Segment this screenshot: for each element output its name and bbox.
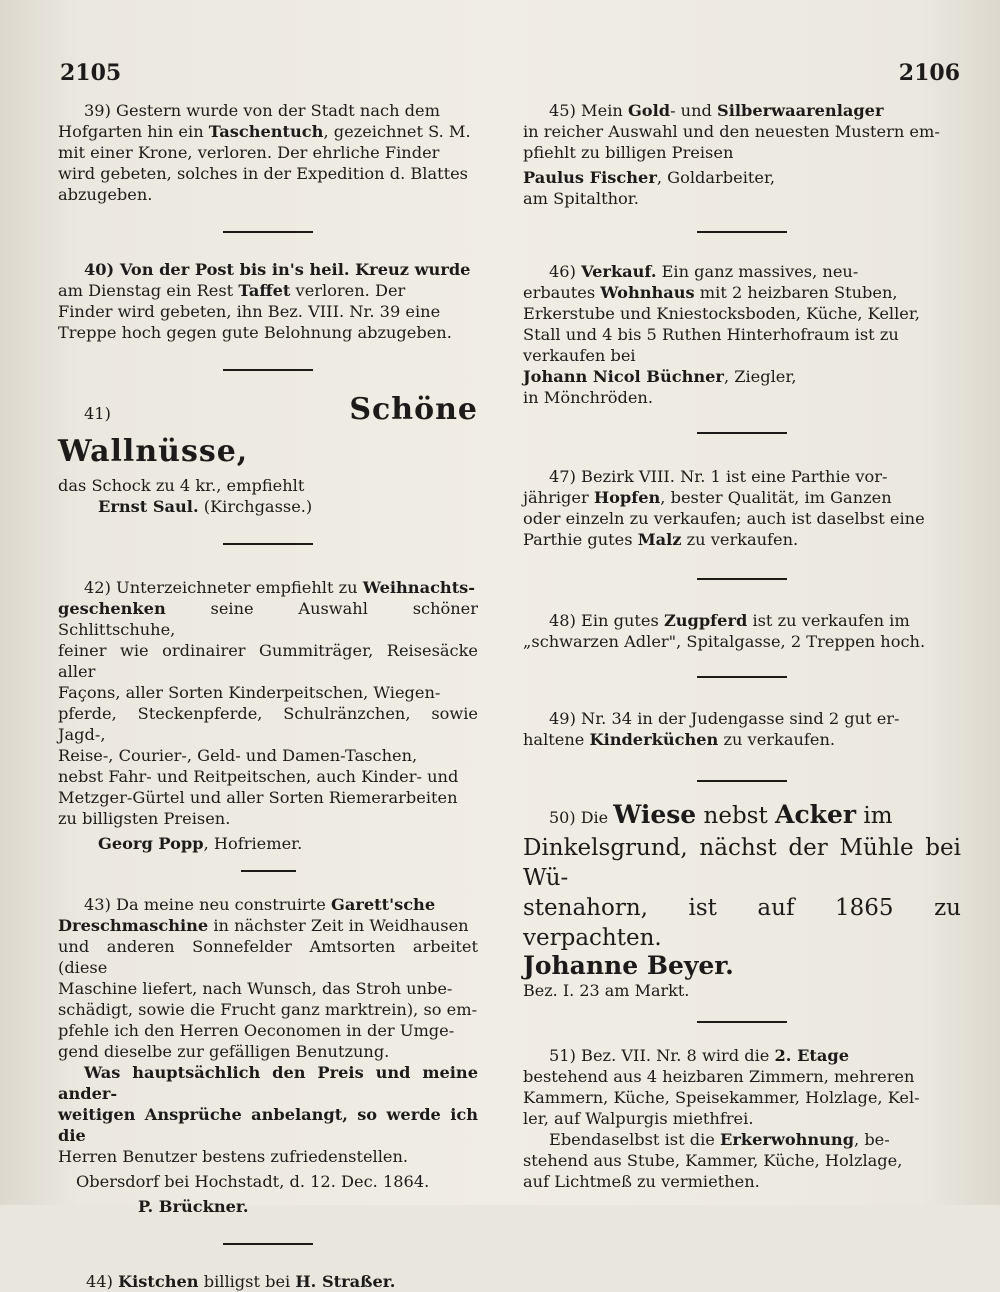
ad-39: 39) Gestern wurde von der Stadt nach dem Hofgarten hin ein Taschentuch, gezeichnet S. M. mit einer Krone, verloren. Der ehrliche Finder wird gebeten, solches in der Expedition d. Blattes abzugeben. [58,101,471,204]
ad-49: 49) Nr. 34 in der Judengasse sind 2 gut er- haltene Kinderküchen zu verkaufen. [523,709,900,749]
ad-42: 42) Unterzeichneter empfiehlt zu Weihnachts- geschenken seine Auswahl schöner Schlittschuhe, feiner wie ordinairer Gummiträger, Reisesäcke aller Façons, aller Sorten Kinderpeitschen, Wiegen- pferde, Steckenpferde, Schulränzchen, sowie Jagd-, Reise-, Courier-, Geld- und Damen-Taschen, nebst Fahr- und Reitpeitschen, auch Kinder- und Metzger-Gürtel und aller Sorten Riemerarbeiten zu billigsten Preisen. Georg Popp, Hofriemer. [58,578,478,853]
ad-46: 46) Verkauf. Ein ganz massives, neu- erbautes Wohnhaus mit 2 heizbaren Stuben, Erkerstube und Kniestocksboden, Küche, Keller, Stall und 4 bis 5 Ruthen Hinterhofraum ist zu verkaufen bei Johann Nicol Büchner, Ziegler, in Mönchröden. [523,262,920,407]
ad-45-signature: Paulus Fischer [523,168,657,187]
separator-rule [697,1021,787,1023]
ad-41-headline: Schöne Wallnüsse, [58,392,478,469]
ad-41: 41) Schöne Wallnüsse, das Schock zu 4 kr., empfiehlt Ernst Saul. (Kirchgasse.) [58,392,478,516]
page-number-right: 2106 [898,60,960,86]
left-column [58,100,478,1292]
ad-46-signature: Johann Nicol Büchner [523,367,724,386]
ad-40: 40) Von der Post bis in's heil. Kreuz wurde am Dienstag ein Rest Taffet verloren. Der Finder wird gebeten, ihn Bez. VIII. Nr. 39 eine Treppe hoch gegen gute Belohnung abzugeben. [58,260,471,342]
ad-50: 50) Die Wiese nebst Acker im Dinkelsgrund, nächst der Mühle bei Wü- stenahorn, ist auf 1865 zu verpachten. Johanne Beyer. Bez. I. 23 am Markt. [523,800,961,1000]
ad-41-signature: Ernst Saul. [98,497,199,516]
separator-rule [223,231,313,233]
right-column [523,100,961,1192]
ad-42-signature: Georg Popp [98,834,204,853]
ad-48: 48) Ein gutes Zugpferd ist zu verkaufen im „schwarzen Adler", Spitalgasse, 2 Treppen hoch. [523,611,926,651]
separator-rule [241,870,296,872]
ad-50-signature: Johanne Beyer. [523,951,734,980]
ad-44: 44) Kistchen billigst bei H. Straßer. [86,1272,396,1291]
separator-rule [697,676,787,678]
separator-rule [697,432,787,434]
separator-rule [223,543,313,545]
ad-45: 45) Mein Gold- und Silberwaarenlager in reicher Auswahl und den neuesten Mustern em- pfiehlt zu billigen Preisen Paulus Fischer, Goldarbeiter, am Spitalthor. [523,101,940,208]
ad-43: 43) Da meine neu construirte Garett'sche Dreschmaschine in nächster Zeit in Weidhausen und anderen Sonnefelder Amtsorten arbeitet (diese Maschine liefert, nach Wunsch, das Stroh unbe- schädigt, sowie die Frucht ganz marktrein), so em- pfehle ich den Herren Oeconomen in der Umge- gend dieselbe zur gefälligen Benutzung. Was hauptsächlich den Preis und meine ander- weitigen Ansprüche anbelangt, so werde ich die Herren Benutzer bestens zufriedenstellen. Obersdorf bei Hochstadt, d. 12. Dec. 1864. P. Brückner. [58,895,478,1216]
ad-47: 47) Bezirk VIII. Nr. 1 ist eine Parthie vor- jähriger Hopfen, bester Qualität, im Ganzen oder einzeln zu verkaufen; auch ist daselbst eine Parthie gutes Malz zu verkaufen. [523,467,925,549]
separator-rule [223,1243,313,1245]
separator-rule [697,780,787,782]
separator-rule [223,369,313,371]
page-number-left: 2105 [60,60,122,86]
separator-rule [697,578,787,580]
ad-51: 51) Bez. VII. Nr. 8 wird die 2. Etage bestehend aus 4 heizbaren Zimmern, mehreren Kammern, Küche, Speisekammer, Holzlage, Kel- ler, auf Walpurgis miethfrei. Ebendaselbst ist die Erkerwohnung, be- stehend aus Stube, Kammer, Küche, Holzlage, auf Lichtmeß zu vermiethen. [523,1046,920,1191]
ad-43-signature: P. Brückner. [138,1197,249,1216]
separator-rule [697,231,787,233]
